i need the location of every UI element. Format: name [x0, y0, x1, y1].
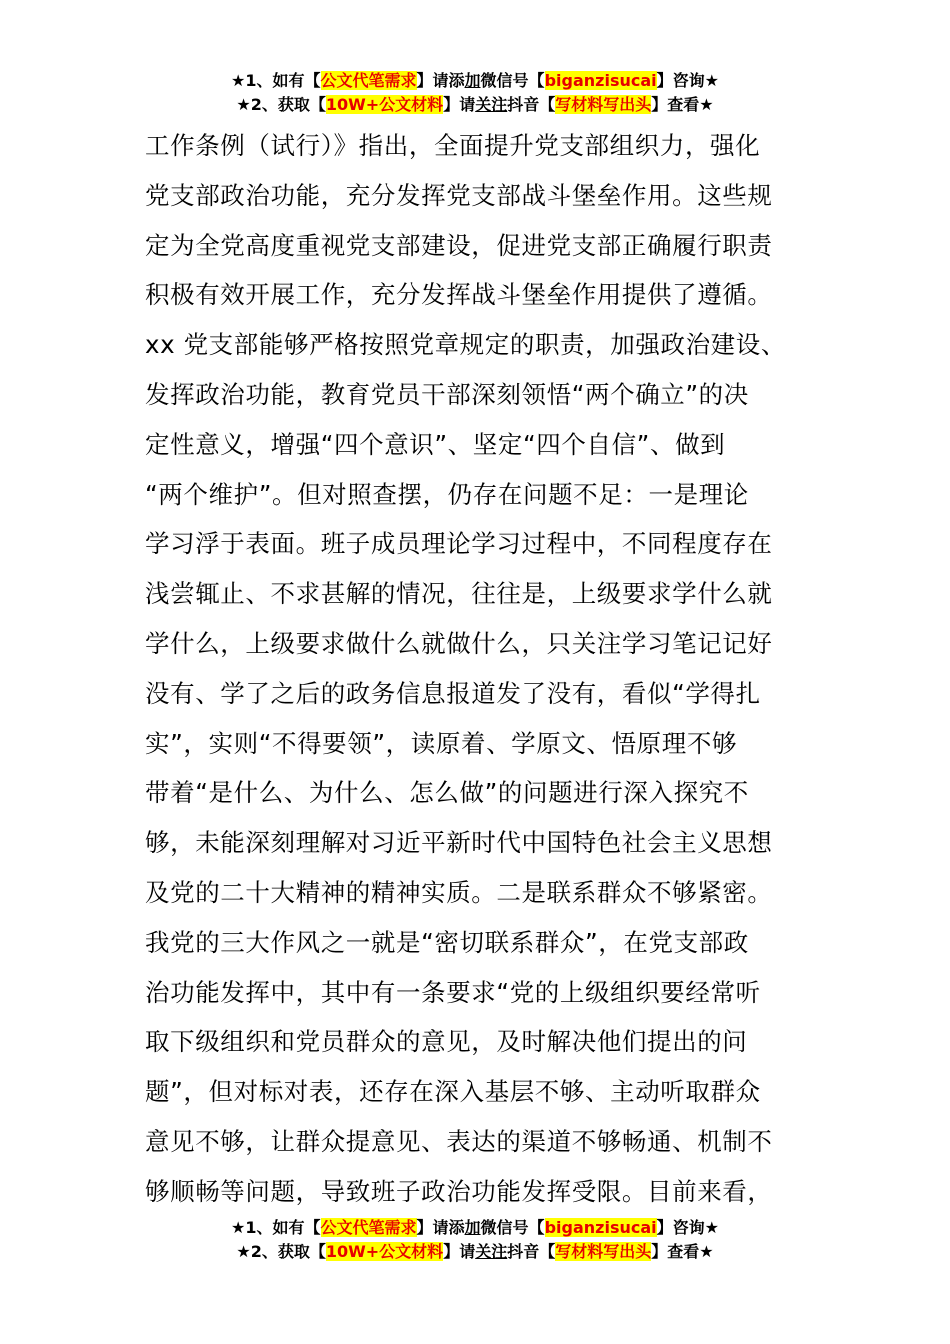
- banner-line-1: [0, 1216, 950, 1240]
- highlight-text: biganzisucai: [544, 71, 657, 90]
- banner-text: 】请: [443, 95, 476, 114]
- banner-text: 】请: [443, 1242, 476, 1261]
- body-line: xx 党支部能够严格按照党章规定的职责，加强政治建设、: [145, 330, 786, 360]
- body-line: 及党的二十大精神的精神实质。二是联系群众不够紧密。: [145, 877, 773, 907]
- banner-line-1: [0, 69, 950, 93]
- highlight-text: 10W+公文材料: [325, 95, 444, 114]
- body-line: 工作条例（试行）》指出，全面提升党支部组织力，强化: [145, 131, 761, 160]
- banner-text: ★1、如有【: [231, 71, 321, 90]
- banner-text: 】请添: [416, 1218, 465, 1237]
- body-line: 定性意义，增强“四个意识”、坚定“四个自信”、做到: [145, 429, 726, 459]
- banner-line-2: [0, 93, 950, 117]
- banner-text: ★1、如有【: [231, 1218, 321, 1237]
- highlight-text: 公文代笔需求: [320, 1218, 417, 1237]
- highlight-text: biganzisucai: [544, 1218, 657, 1237]
- underlined-text: 加: [464, 71, 481, 90]
- underlined-text: 加: [464, 1218, 481, 1237]
- document-body: [145, 121, 825, 1217]
- banner-text: 】查看★: [651, 1242, 714, 1261]
- body-line: 学什么，上级要求做什么就做什么，只关注学习笔记记好: [145, 628, 773, 658]
- banner-text: 】咨询★: [656, 1218, 719, 1237]
- body-line: “两个维护”。但对照查摆，仍存在问题不足：一是理论: [145, 479, 749, 509]
- banner-text: 微信号【: [480, 1218, 545, 1237]
- banner-text: 抖音【: [507, 95, 556, 114]
- banner-text: 】查看★: [651, 95, 714, 114]
- footer-banner: [0, 1216, 950, 1264]
- body-line: 带着“是什么、为什么、怎么做”的问题进行深入探究不: [145, 778, 749, 808]
- body-line: 取下级组织和党员群众的意见，及时解决他们提出的问: [145, 1027, 748, 1057]
- body-line: 党支部政治功能，充分发挥党支部战斗堡垒作用。这些规: [145, 180, 773, 210]
- banner-text: 微信号【: [480, 71, 545, 90]
- body-line: 题”，但对标对表，还存在深入基层不够、主动听取群众: [145, 1077, 761, 1107]
- body-line: 定为全党高度重视党支部建设，促进党支部正确履行职责: [145, 230, 773, 260]
- banner-line-2: [0, 1240, 950, 1264]
- underlined-text: 关注: [475, 95, 508, 114]
- body-line: 发挥政治功能，教育党员干部深刻领悟“两个确立”的决: [145, 379, 749, 409]
- highlight-text: 写材料写出头: [555, 95, 652, 114]
- body-line: 够顺畅等问题，导致班子政治功能发挥受限。目前来看，: [145, 1176, 773, 1206]
- body-line: 够，未能深刻理解对习近平新时代中国特色社会主义思想: [145, 828, 773, 858]
- banner-text: 】请添: [416, 71, 465, 90]
- highlight-text: 写材料写出头: [555, 1242, 652, 1261]
- body-line: 没有、学了之后的政务信息报道发了没有，看似“学得扎: [145, 678, 761, 708]
- header-banner: [0, 69, 950, 117]
- banner-text: 抖音【: [507, 1242, 556, 1261]
- highlight-text: 公文代笔需求: [320, 71, 417, 90]
- body-line: 浅尝辄止、不求甚解的情况，往往是，上级要求学什么就: [145, 579, 773, 609]
- banner-text: 】咨询★: [656, 71, 719, 90]
- underlined-text: 关注: [475, 1242, 508, 1261]
- highlight-text: 10W+公文材料: [325, 1242, 444, 1261]
- body-line: 我党的三大作风之一就是“密切联系群众”，在党支部政: [145, 927, 749, 957]
- banner-text: ★2、获取【: [236, 1242, 326, 1261]
- body-line: 实”，实则“不得要领”，读原着、学原文、悟原理不够: [145, 728, 738, 758]
- body-line: 积极有效开展工作，充分发挥战斗堡垒作用提供了遵循。: [145, 280, 773, 310]
- banner-text: ★2、获取【: [236, 95, 326, 114]
- body-line: 治功能发挥中，其中有一条要求“党的上级组织要经常听: [145, 977, 761, 1007]
- body-line: 学习浮于表面。班子成员理论学习过程中，不同程度存在: [145, 529, 773, 559]
- body-line: 意见不够，让群众提意见、表达的渠道不够畅通、机制不: [145, 1126, 773, 1156]
